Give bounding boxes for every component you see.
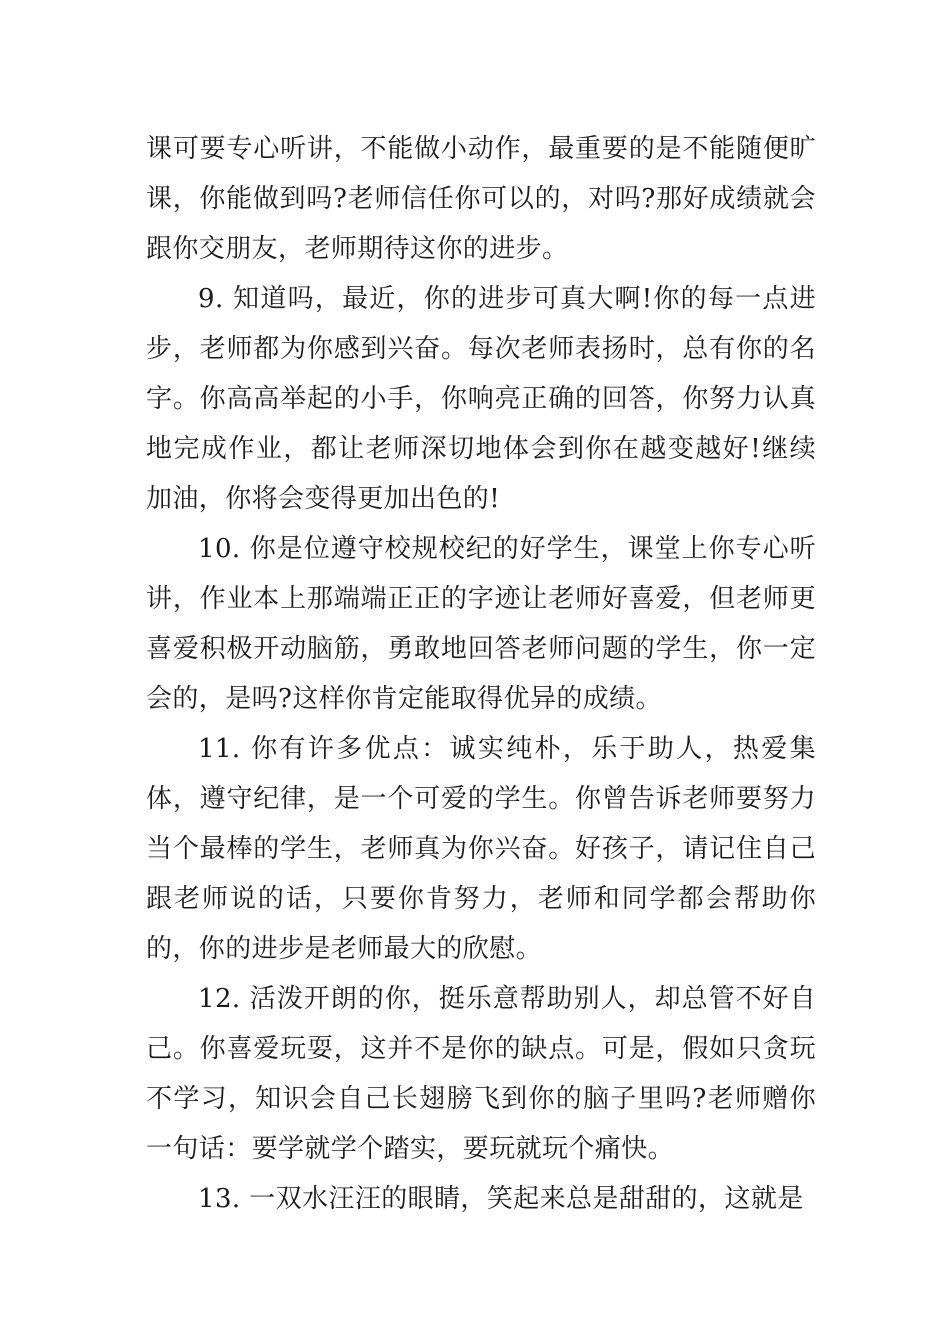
paragraph-item-11: 11. 你有许多优点：诚实纯朴，乐于助人，热爱集体，遵守纪律，是一个可爱的学生。你曾告诉老师要努力当个最棒的学生，老师真为你兴奋。好孩子，请记住自己跟老师说的话，只要你肯努力，老师和同学都会帮助你的，你的进步是老师最大的欣慰。 xyxy=(146,734,816,964)
paragraph-item-13: 13. 一双水汪汪的眼睛，笑起来总是甜甜的，这就是 xyxy=(198,1184,804,1214)
paragraph-item-12: 12. 活泼开朗的你，挺乐意帮助别人，却总管不好自己。你喜爱玩耍，这并不是你的缺点。可是，假如只贪玩不学习，知识会自己长翅膀飞到你的脑子里吗?老师赠你一句话：要学就学个踏实，要玩就玩个痛快。 xyxy=(146,984,816,1164)
paragraph-item-10: 10. 你是位遵守校规校纪的好学生，课堂上你专心听讲，作业本上那端端正正的字迹让老师好喜爱，但老师更喜爱积极开动脑筋，勇敢地回答老师问题的学生，你一定会的，是吗?这样你肯定能取得优异的成绩。 xyxy=(146,534,816,714)
document-body xyxy=(146,124,816,1224)
paragraph-item-9: 9. 知道吗，最近，你的进步可真大啊!你的每一点进步，老师都为你感到兴奋。每次老师表扬时，总有你的名字。你高高举起的小手，你响亮正确的回答，你努力认真地完成作业，都让老师深切地体会到你在越变越好!继续加油，你将会变得更加出色的! xyxy=(146,284,816,514)
paragraph-continued: 课可要专心听讲，不能做小动作，最重要的是不能随便旷课，你能做到吗?老师信任你可以的，对吗?那好成绩就会跟你交朋友，老师期待这你的进步。 xyxy=(146,134,816,264)
